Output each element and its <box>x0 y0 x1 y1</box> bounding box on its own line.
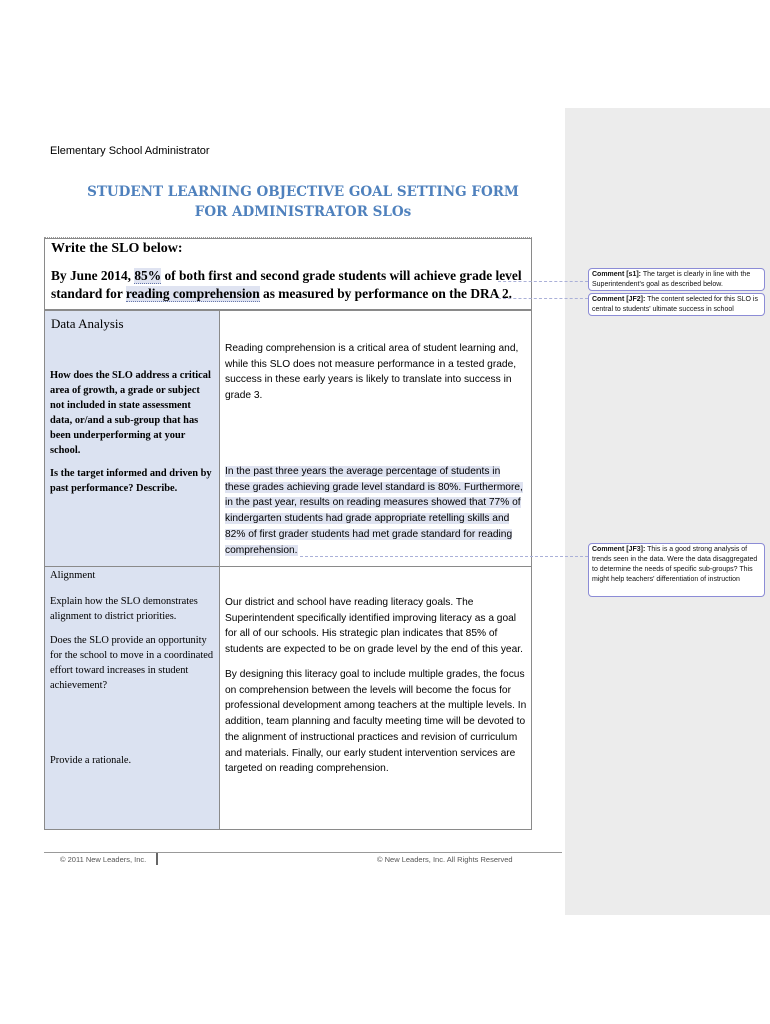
comment-text: The content selected for this SLO is central to students' ultimate success in school <box>592 296 758 313</box>
comment-balloon-jf3[interactable] <box>588 543 765 597</box>
alignment-question-3: Provide a rationale. <box>50 755 132 766</box>
alignment-heading: Alignment <box>50 570 96 581</box>
slo-text: as measured by performance on the DRA 2. <box>259 286 512 301</box>
comment-connector-1 <box>498 281 588 282</box>
footer-divider <box>156 853 158 865</box>
footer-left: © 2011 New Leaders, Inc. <box>60 855 147 864</box>
data-analysis-heading: Data Analysis <box>51 316 124 331</box>
comment-connector-2 <box>498 298 588 299</box>
alignment-answer-1: Our district and school have reading literacy goals. The Superintendent specifically identified improving literacy as a goal for all of our schools. His strategic plan indicates that 85% of students are expected to be on grade level by the end of this year. <box>225 597 523 656</box>
data-analysis-section <box>44 310 532 567</box>
form-title-line-2: FOR ADMINISTRATOR SLOs <box>194 204 412 220</box>
comment-balloon-jf2[interactable] <box>588 293 765 316</box>
slo-content-highlight[interactable]: reading comprehension <box>125 286 260 301</box>
comment-tag: Comment [JF2]: <box>592 296 646 303</box>
data-analysis-question-2: Is the target informed and driven by past performance? Describe. <box>50 468 212 494</box>
column-divider <box>219 311 220 566</box>
column-divider <box>219 567 220 829</box>
alignment-answer-2: By designing this literacy goal to include multiple grades, the focus on comprehension between the levels will become the focus for professional development among teachers at the multiple levels. In addition, team planning and faculty meeting time will be devoted to the alignment of instructional practices and revision of curriculum and materials. Finally, our early student intervention services are targeted on reading comprehension. <box>225 669 527 775</box>
slo-text: By June 2014, <box>51 268 135 283</box>
slo-statement-line-2 <box>51 286 512 302</box>
alignment-section <box>44 566 532 830</box>
comment-text: This is a good strong analysis of trends seen in the data. Were the data disaggregated to determine the needs of specific sub-groups? This might help teachers' differentiation of instruction <box>592 546 758 583</box>
footer-right: © New Leaders, Inc. All Rights Reserved <box>377 855 513 864</box>
footer-rule <box>44 852 562 853</box>
form-title-line-1: STUDENT LEARNING OBJECTIVE GOAL SETTING FORM <box>87 184 519 200</box>
slo-target-highlight[interactable]: 85% <box>134 268 162 283</box>
comment-text: The target is clearly in line with the Superintendent's goal as described below. <box>592 271 751 288</box>
comment-tag: Comment [JF3]: <box>592 546 646 553</box>
alignment-question-2: Does the SLO provide an opportunity for the school to move in a coordinated effort toward increases in student achievement? <box>50 635 214 691</box>
slo-text: of both first and second grade students will achieve grade level <box>161 268 522 283</box>
data-analysis-answer-1: Reading comprehension is a critical area of student learning and, while this SLO does not measure performance in a tested grade, success in these early years is likely to translate into success in grade 3. <box>225 343 519 402</box>
page-header: Elementary School Administrator <box>50 145 210 157</box>
data-analysis-question-1: How does the SLO address a critical area of growth, a grade or subject not included in state assessment data, or/and a sub-group that has been underperforming at your school. <box>50 370 211 456</box>
slo-statement-line-1 <box>51 268 522 284</box>
slo-text: standard for <box>51 286 126 301</box>
comment-balloon-s1[interactable] <box>588 268 765 291</box>
alignment-question-1: Explain how the SLO demonstrates alignment to district priorities. <box>50 596 198 622</box>
comment-connector-3 <box>300 556 588 557</box>
comment-tag: Comment [s1]: <box>592 271 642 278</box>
data-analysis-answer-2[interactable] <box>225 464 525 558</box>
slo-label: Write the SLO below: <box>51 241 183 256</box>
slo-box <box>44 238 532 310</box>
commented-text-highlight[interactable]: In the past three years the average percentage of students in these grades achieving grade level standard is 80%. Furthermore, in the past year, results on reading measures showed that 77% of kindergarten students had grade appropriate retelling skills and 82% of first grader students had met grade standard for reading comprehension. <box>225 466 523 556</box>
comment-margin-panel <box>565 108 770 915</box>
